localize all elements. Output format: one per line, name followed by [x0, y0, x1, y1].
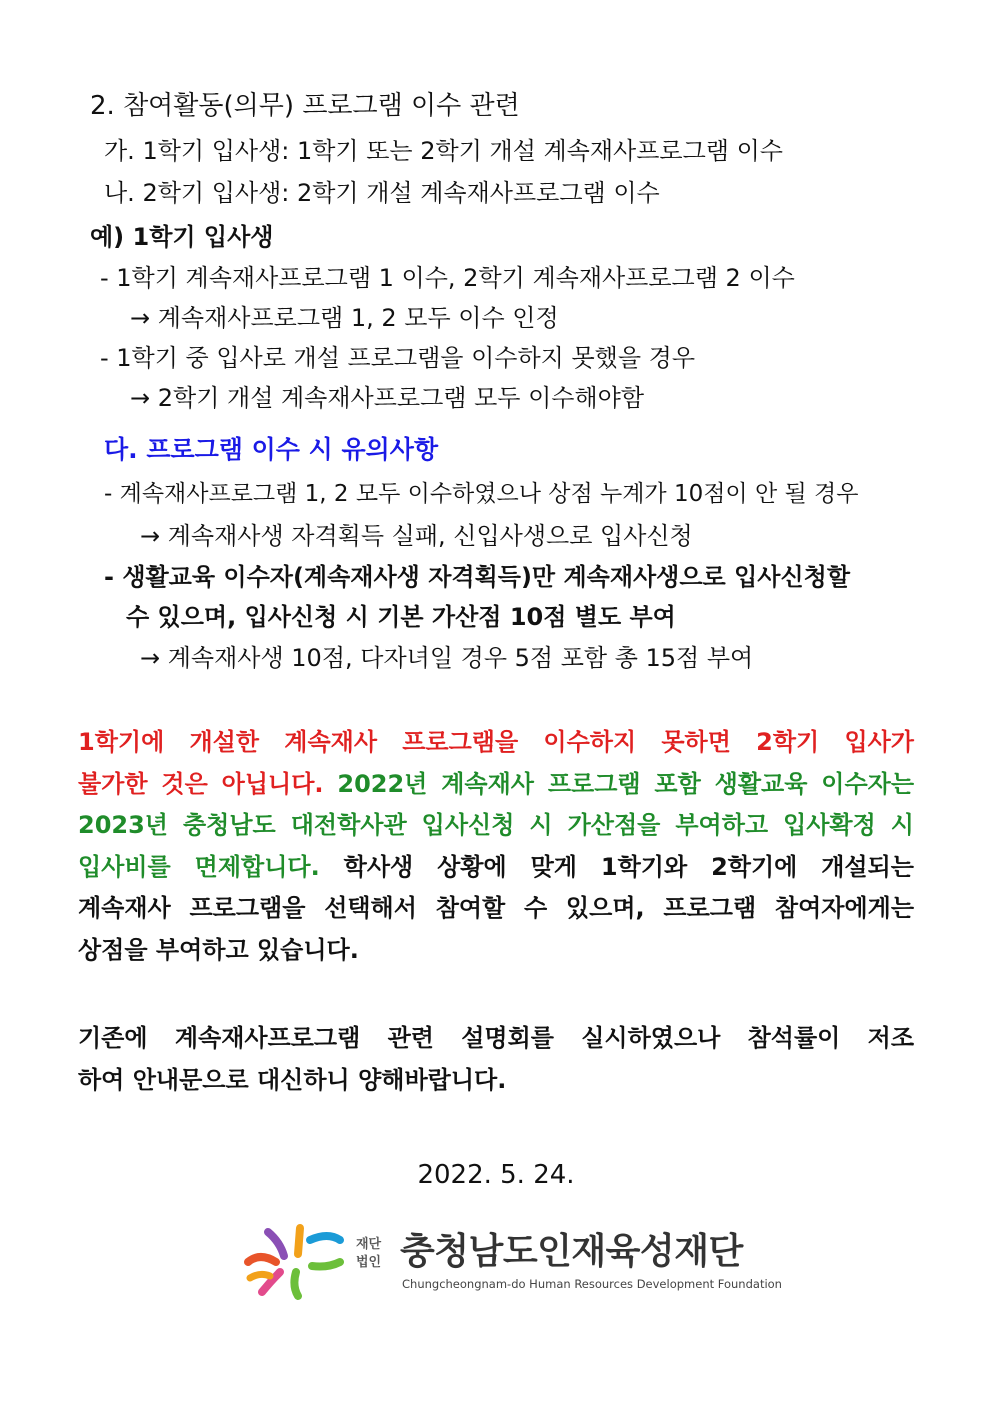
example-line-3: - 1학기 중 입사로 개설 프로그램을 이수하지 못했을 경우	[100, 344, 696, 372]
notice-line-3	[78, 805, 914, 847]
notice-paragraph	[78, 722, 914, 971]
da-line-5: → 계속재사생 10점, 다자녀일 경우 5점 포함 총 15점 부여	[140, 644, 754, 672]
item-da-heading: 다. 프로그램 이수 시 유의사항	[104, 435, 439, 464]
notice-line-5	[78, 888, 914, 930]
example-line-4: → 2학기 개설 계속재사프로그램 모두 이수해야함	[130, 384, 645, 412]
notice-line-4	[78, 847, 914, 889]
closing-paragraph	[78, 1018, 914, 1101]
notice-green-1: 2022년 계속재사 프로그램 포함 생활교육 이수자는	[323, 769, 914, 798]
notice-green-3: 입사비를 면제합니다.	[78, 852, 320, 881]
item-na: 나. 2학기 입사생: 2학기 개설 계속재사프로그램 이수	[104, 179, 660, 207]
item-ga: 가. 1학기 입사생: 1학기 또는 2학기 개설 계속재사프로그램 이수	[104, 137, 783, 165]
notice-black-3: 상점을 부여하고 있습니다.	[78, 935, 359, 964]
example-heading: 예) 1학기 입사생	[90, 223, 274, 251]
logo-tag-line-1: 재단	[356, 1237, 382, 1252]
notice-green-2: 2023년 충청남도 대전학사관 입사신청 시 가산점을 부여하고 입사확정 시	[78, 811, 914, 839]
foundation-logo	[240, 1222, 780, 1302]
logo-name: 충청남도인재육성재단	[400, 1231, 743, 1272]
foundation-emblem-icon	[240, 1222, 350, 1302]
notice-line-1	[78, 722, 914, 764]
da-line-4: 수 있으며, 입사신청 시 기본 가산점 10점 별도 부여	[126, 603, 676, 631]
document-date: 2022. 5. 24.	[417, 1160, 575, 1190]
closing-line-2: 하여 안내문으로 대신하니 양해바랍니다.	[78, 1065, 507, 1094]
da-line-3: - 생활교육 이수자(계속재사생 자격획득)만 계속재사생으로 입사신청할	[104, 563, 851, 591]
notice-black-2: 계속재사 프로그램을 선택해서 참여할 수 있으며, 프로그램 참여자에게는	[78, 894, 914, 922]
notice-red-2: 불가한 것은 아닙니다.	[78, 769, 324, 798]
notice-line-2	[78, 764, 914, 806]
notice-black-1: 학사생 상황에 맞게 1학기와 2학기에 개설되는	[319, 852, 914, 881]
logo-subtitle: Chungcheongnam-do Human Resources Development Foundation	[402, 1277, 782, 1291]
example-line-1: - 1학기 계속재사프로그램 1 이수, 2학기 계속재사프로그램 2 이수	[100, 264, 795, 292]
notice-red-1: 1학기에 개설한 계속재사 프로그램을 이수하지 못하면 2학기 입사가	[78, 728, 914, 756]
example-line-2: → 계속재사프로그램 1, 2 모두 이수 인정	[130, 304, 559, 332]
logo-tag-line-2: 법인	[356, 1255, 382, 1270]
notice-line-6	[78, 930, 914, 972]
da-line-2: → 계속재사생 자격획득 실패, 신입사생으로 입사신청	[140, 522, 693, 550]
closing-line-1: 기존에 계속재사프로그램 관련 설명회를 실시하였으나 참석률이 저조	[78, 1024, 914, 1052]
da-line-1: - 계속재사프로그램 1, 2 모두 이수하였으나 상점 누계가 10점이 안 될 경우	[104, 481, 859, 507]
logo-legal-tag	[356, 1236, 396, 1272]
section2-title: 2. 참여활동(의무) 프로그램 이수 관련	[90, 91, 520, 121]
